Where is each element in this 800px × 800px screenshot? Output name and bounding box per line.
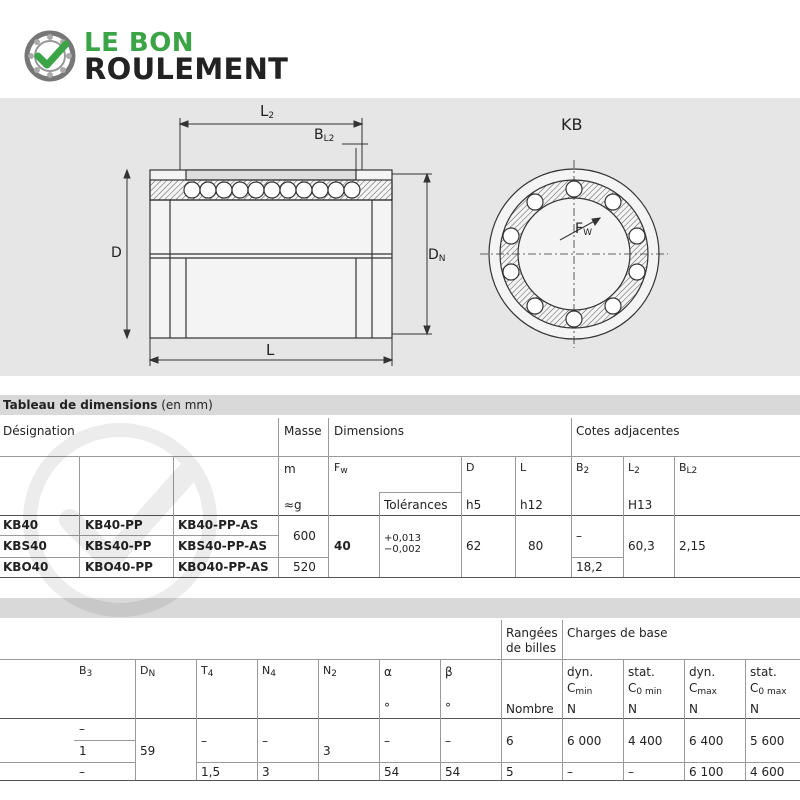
label-dn: $D_N$ bbox=[428, 247, 446, 264]
designation-cell: KB40 bbox=[3, 518, 39, 532]
cmin-value: 6 000 bbox=[567, 734, 602, 748]
header-b3: $B_3$ bbox=[79, 664, 93, 679]
nombre-value: 6 bbox=[506, 734, 514, 748]
cmax-value: 6 400 bbox=[689, 734, 724, 748]
fw-value: 40 bbox=[334, 539, 351, 553]
designation-cell: KBO40-PP-AS bbox=[178, 560, 269, 574]
header-stat-0max: stat. bbox=[750, 665, 777, 679]
logo bbox=[24, 26, 304, 86]
header-l2: $L_2$ bbox=[628, 461, 640, 476]
l2-value: 60,3 bbox=[628, 539, 655, 553]
header-cmax: $C_{max}$ bbox=[689, 681, 717, 697]
header-h13: H13 bbox=[628, 498, 653, 512]
logo-text-line2: ROULEMENT bbox=[84, 52, 289, 86]
b2-value: – bbox=[576, 529, 582, 543]
header-beta-unit: ° bbox=[445, 701, 451, 715]
beta-value: 54 bbox=[445, 765, 461, 779]
header-unit-n: N bbox=[750, 702, 759, 716]
t4-value: – bbox=[201, 734, 207, 748]
header-dyn-max: dyn. bbox=[689, 665, 716, 679]
dn-value: 59 bbox=[140, 744, 156, 758]
designation-cell: KBS40-PP bbox=[85, 539, 152, 553]
header-designation: Désignation bbox=[3, 424, 75, 438]
d-value: 62 bbox=[466, 539, 482, 553]
label-d: D bbox=[111, 245, 122, 261]
header-unit-n: N bbox=[628, 702, 637, 716]
bl2-value: 2,15 bbox=[679, 539, 706, 553]
header-nombre: Nombre bbox=[506, 702, 554, 716]
c0min-value: 4 400 bbox=[628, 734, 663, 748]
designation-cell: KB40-PP-AS bbox=[178, 518, 259, 532]
header-cmin: $C_{min}$ bbox=[567, 681, 593, 697]
header-c0min: $C_{0 min}$ bbox=[628, 681, 662, 697]
tolerance-plus: +0,013 bbox=[384, 533, 422, 544]
bearing-drawing-svg bbox=[0, 98, 800, 376]
header-alpha: α bbox=[384, 665, 392, 679]
masse-value: 600 bbox=[293, 529, 316, 543]
technical-drawing bbox=[0, 98, 800, 376]
designation-cell: KBS40 bbox=[3, 539, 47, 553]
cmax-value: 6 100 bbox=[689, 765, 724, 779]
label-l2: $L_2$ bbox=[260, 102, 275, 121]
c0max-value: 5 600 bbox=[750, 734, 785, 748]
header-beta: β bbox=[445, 665, 453, 679]
label-fw: $F_W$ bbox=[575, 221, 592, 238]
masse-value: 520 bbox=[293, 560, 316, 574]
cmin-value: – bbox=[567, 765, 573, 779]
header-d: D bbox=[466, 461, 475, 474]
b3-value: – bbox=[79, 765, 85, 779]
bearing-check-logo-icon bbox=[24, 30, 76, 82]
alpha-value: 54 bbox=[384, 765, 400, 779]
header-dyn-min: dyn. bbox=[567, 665, 594, 679]
header-de-billes: de billes bbox=[506, 641, 557, 655]
label-bl2: $B_{L2}$ bbox=[314, 127, 335, 144]
designation-cell: KBO40-PP bbox=[85, 560, 153, 574]
n2-value: 3 bbox=[323, 744, 331, 758]
header-c0max: $C_{0 max}$ bbox=[750, 681, 787, 697]
designation-cell: KBS40-PP-AS bbox=[178, 539, 268, 553]
label-l: L bbox=[266, 341, 275, 359]
c0max-value: 4 600 bbox=[750, 765, 785, 779]
dimensions-table-title-bar bbox=[0, 395, 800, 415]
t4-value: 1,5 bbox=[201, 765, 221, 779]
header-m: m bbox=[284, 462, 296, 476]
dimensions-table-title: Tableau de dimensions bbox=[3, 398, 158, 412]
l-value: 80 bbox=[528, 539, 544, 553]
header-unit-n: N bbox=[567, 702, 576, 716]
nombre-value: 5 bbox=[506, 765, 514, 779]
header-l: L bbox=[520, 461, 527, 474]
header-bl2: $B_{L2}$ bbox=[679, 461, 698, 476]
header-rangees: Rangées bbox=[506, 626, 558, 640]
load-table-title-bar bbox=[0, 598, 800, 618]
n4-value: 3 bbox=[262, 765, 270, 779]
designation-cell: KBO40 bbox=[3, 560, 49, 574]
b3-value: 1 bbox=[79, 744, 87, 758]
logo-text-line1: LE BON bbox=[84, 28, 195, 58]
header-cotes-adjacentes: Cotes adjacentes bbox=[576, 424, 680, 438]
designation-cell: KB40-PP bbox=[85, 518, 143, 532]
n4-value: – bbox=[262, 734, 268, 748]
header-dn: $D_N$ bbox=[140, 664, 156, 679]
c0min-value: – bbox=[628, 765, 634, 779]
header-charges-de-base: Charges de base bbox=[567, 626, 668, 640]
header-h12: h12 bbox=[520, 498, 543, 512]
header-h5: h5 bbox=[466, 498, 482, 512]
header-tolerances: Tolérances bbox=[384, 498, 448, 512]
b3-value: – bbox=[79, 722, 85, 736]
beta-value: – bbox=[445, 734, 451, 748]
header-fw: $F_w$ bbox=[334, 461, 348, 476]
header-n2: $N_2$ bbox=[323, 664, 337, 679]
header-alpha-unit: ° bbox=[384, 701, 390, 715]
header-t4: $T_4$ bbox=[201, 664, 214, 679]
header-masse: Masse bbox=[284, 424, 322, 438]
header-approx-g: ≈g bbox=[284, 498, 302, 512]
header-stat-0min: stat. bbox=[628, 665, 655, 679]
header-n4: $N_4$ bbox=[262, 664, 276, 679]
label-kb: KB bbox=[561, 115, 583, 134]
header-b2: $B_2$ bbox=[576, 461, 590, 476]
header-unit-n: N bbox=[689, 702, 698, 716]
b2-value: 18,2 bbox=[576, 560, 603, 574]
header-dimensions: Dimensions bbox=[334, 424, 405, 438]
tolerance-minus: −0,002 bbox=[384, 544, 422, 555]
alpha-value: – bbox=[384, 734, 390, 748]
dimensions-table-unit: (en mm) bbox=[161, 398, 213, 412]
